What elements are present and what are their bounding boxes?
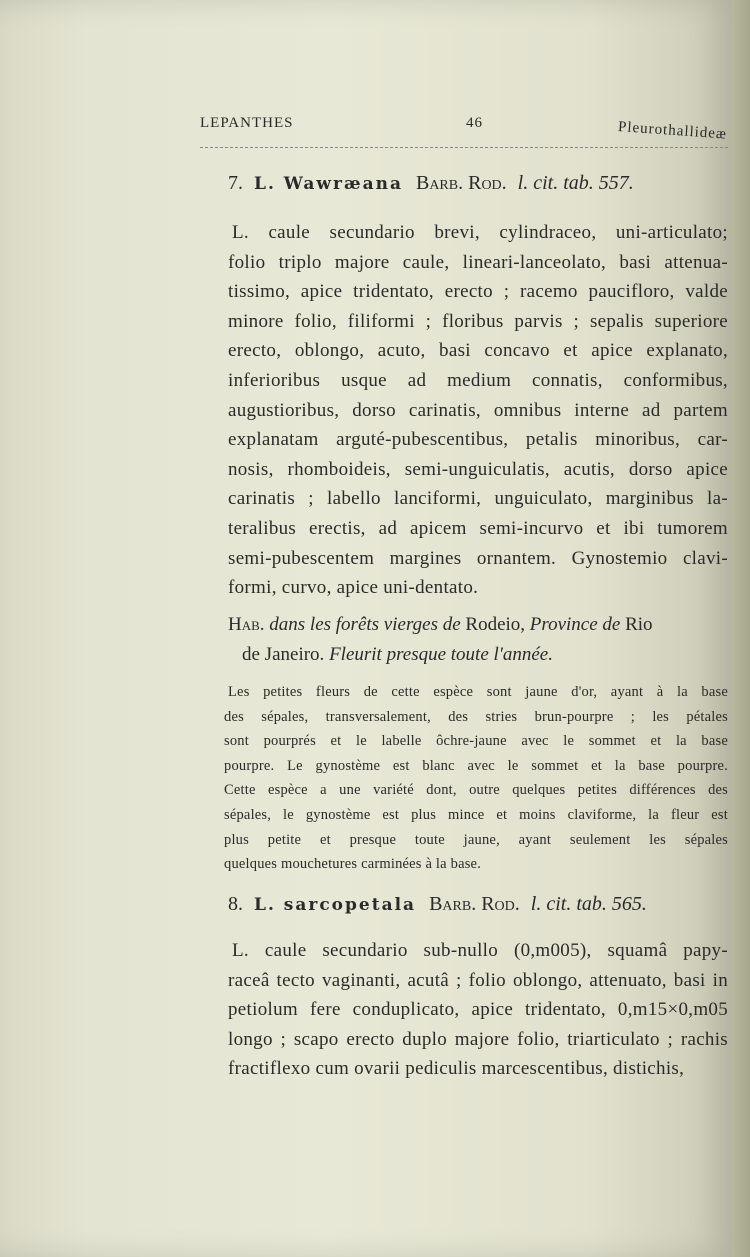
species-8-heading: [228, 893, 728, 916]
species-reference: l. cit. tab. 557.: [517, 172, 634, 194]
running-head-genus: LEPANTHES: [200, 115, 294, 131]
french-note-line: plus petite et presque toute jaune, ayant seulement les sépales: [224, 831, 728, 848]
latin-description-line: folio triplo majore caule, lineari-lanceolato, basi attenua-: [228, 251, 728, 273]
latin-description-line: minore folio, filiformi ; floribus parvis ; sepalis superiore: [228, 310, 728, 332]
latin-description-line: petiolum fere conduplicato, apice tridentato, 0,m15×0,m05: [228, 999, 728, 1021]
species-author: Barb. Rod.: [429, 893, 520, 915]
habitat-text-1: dans les forêts vierges de: [269, 614, 461, 635]
running-head-tribe: Pleurothallideæ: [617, 119, 728, 143]
species-reference: l. cit. tab. 565.: [530, 893, 647, 915]
page-number: 46: [466, 115, 483, 131]
french-note-line: sont pourprés et le labelle ôchre-jaune avec le sommet et la base: [224, 733, 728, 750]
habitat-place-2: Rio: [625, 614, 653, 635]
latin-description-line: explanatam arguté-pubescentibus, petalis minoribus, car-: [228, 429, 728, 451]
habitat-flowering: Fleurit presque toute l'année.: [329, 644, 553, 665]
latin-description-line: nosis, rhomboideis, semi-unguiculatis, acutis, dorso apice: [228, 458, 728, 480]
species-8-latin-description: [228, 936, 728, 1084]
header-rule: [200, 147, 728, 149]
french-note-line: Cette espèce a une variété dont, outre quelques petites différences des: [224, 782, 728, 799]
habitat-text-2: Province de: [529, 614, 621, 635]
french-note-line: sépales, le gynostème est plus mince et moins claviforme, la fleur est: [224, 806, 728, 823]
french-note-line: Les petites fleurs de cette espèce sont jaune d'or, ayant à la base: [228, 684, 728, 700]
species-7-heading: [228, 172, 728, 195]
species-number: 8.: [228, 893, 243, 915]
latin-description-line: formi, curvo, apice uni-dentato.: [228, 577, 479, 599]
species-number: 7.: [228, 172, 243, 194]
species-7-french-notes: [224, 680, 728, 877]
latin-description-line: longo ; scapo erecto duplo majore folio, triarticulato ; rachis: [228, 1028, 728, 1050]
latin-description-line: L. caule secundario sub-nullo (0,m005), squamâ papy-: [232, 940, 728, 961]
french-note-line: des sépales, transversalement, des stries brun-pourpre ; les pétales: [224, 708, 728, 725]
species-7-habitat: [228, 610, 728, 670]
latin-description-line: L. caule secundario brevi, cylindraceo, uni-articulato;: [232, 222, 728, 243]
latin-description-line: tissimo, apice tridentato, erecto ; racemo paucifloro, valde: [228, 281, 728, 303]
habitat-label: Hab.: [228, 614, 265, 635]
habitat-place: Rodeio,: [465, 614, 526, 635]
latin-description-line: erecto, oblongo, acuto, basi concavo et apice explanato,: [228, 340, 728, 362]
species-name: L. sarcopetala: [254, 895, 417, 915]
running-head: [200, 115, 728, 145]
species-name: L. Wawræana: [254, 174, 403, 194]
latin-description-line: teralibus erectis, ad apicem semi-incurvo et ibi tumorem: [228, 517, 728, 539]
french-note-line: pourpre. Le gynostème est blanc avec le sommet et la base pourpre.: [224, 757, 728, 774]
book-spine: [732, 0, 750, 1257]
latin-description-line: carinatis ; labello lanciformi, unguiculato, marginibus la-: [228, 488, 728, 510]
french-note-line: quelques mouchetures carminées à la base.: [224, 856, 482, 873]
species-7-latin-description: [228, 218, 728, 603]
latin-description-line: inferioribus usque ad medium connatis, conformibus,: [228, 369, 728, 391]
latin-description-line: fractiflexo cum ovarii pediculis marcescentibus, distichis,: [228, 1058, 685, 1080]
latin-description-line: semi-pubescentem margines ornantem. Gynostemio clavi-: [228, 547, 728, 569]
habitat-place-3: de Janeiro.: [242, 644, 325, 665]
species-author: Barb. Rod.: [415, 172, 507, 194]
latin-description-line: augustioribus, dorso carinatis, omnibus interne ad partem: [228, 399, 728, 421]
latin-description-line: raceâ tecto vaginanti, acutâ ; folio oblongo, attenuato, basi in: [228, 969, 728, 991]
